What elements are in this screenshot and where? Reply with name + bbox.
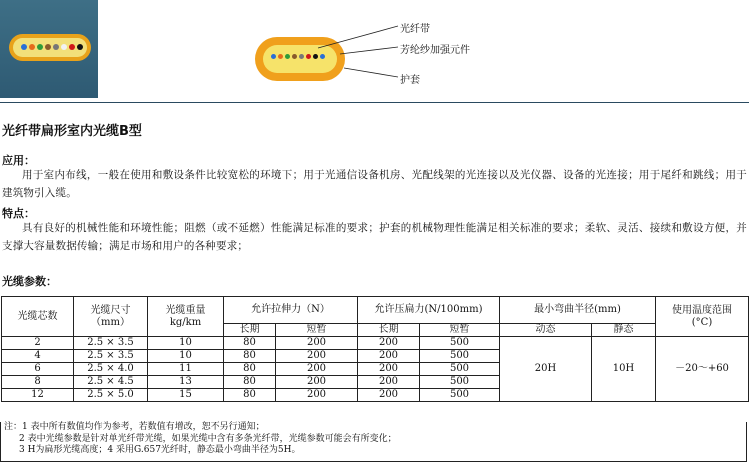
cell-tension-long: 80 <box>224 376 276 389</box>
cell-crush-long: 200 <box>358 376 420 389</box>
header-tension: 允许拉伸力（N） <box>224 297 358 324</box>
cell-weight: 11 <box>148 363 224 376</box>
note-line: 2 表中光缆参数是针对单光纤带光缆，如果光缆中含有多条光纤带，光缆参数可能会有所变化； <box>19 433 397 444</box>
cell-count: 12 <box>2 389 74 402</box>
header-weight-line2: kg/km <box>169 316 202 328</box>
features-heading: 特点： <box>2 207 35 220</box>
cell-tension-short: 200 <box>276 389 358 402</box>
cell-count: 6 <box>2 363 74 376</box>
cell-temp-range: －20～+60 <box>656 337 749 402</box>
cell-crush-long: 200 <box>358 363 420 376</box>
page-title: 光纤带扁形室内光缆B型 <box>2 124 142 139</box>
cell-tension-short: 200 <box>276 363 358 376</box>
features-text: 具有良好的机械性能和环境性能；阻燃（或不延燃）性能满足标准的要求；护套的机械物理性能满足相关标准的要求；柔软、灵活、接续和敷设方便，并支撑大容量数据传输；满足市场和用户的各种要求； <box>2 222 747 252</box>
label-ribbon: 光纤带 <box>400 24 430 35</box>
cell-bend-dynamic: 20H <box>500 337 592 402</box>
cell-bend-static: 10H <box>592 337 656 402</box>
cell-crush-short: 500 <box>420 350 500 363</box>
cell-weight: 13 <box>148 376 224 389</box>
label-sheath: 护套 <box>400 75 420 86</box>
cell-tension-short: 200 <box>276 376 358 389</box>
header-weight <box>148 297 224 337</box>
cell-size: 2.5 × 4.5 <box>74 376 148 389</box>
cell-crush-short: 500 <box>420 376 500 389</box>
cell-count: 2 <box>2 337 74 350</box>
cell-weight: 10 <box>148 337 224 350</box>
header-temp-line2: (°C) <box>691 316 713 328</box>
cell-tension-long: 80 <box>224 389 276 402</box>
cell-crush-long: 200 <box>358 337 420 350</box>
header-bend: 最小弯曲半径(mm) <box>500 297 656 324</box>
cell-size: 2.5 × 5.0 <box>74 389 148 402</box>
label-aramid: 芳纶纱加强元件 <box>400 45 470 56</box>
header-count: 光缆芯数 <box>2 297 74 337</box>
notes-box <box>0 422 747 462</box>
sub-crush-long: 长期 <box>358 324 420 337</box>
sub-bend-static: 静态 <box>592 324 656 337</box>
cell-tension-long: 80 <box>224 350 276 363</box>
note-line: 注：1 表中所有数值均作为参考，若数值有增改，恕不另行通知； <box>4 422 265 432</box>
table-row <box>2 337 749 350</box>
cell-weight: 10 <box>148 350 224 363</box>
sub-crush-short: 短暂 <box>420 324 500 337</box>
cell-crush-short: 500 <box>420 337 500 350</box>
cell-size: 2.5 × 4.0 <box>74 363 148 376</box>
cell-crush-long: 200 <box>358 389 420 402</box>
cell-count: 8 <box>2 376 74 389</box>
application-heading: 应用： <box>2 154 35 167</box>
sub-tension-long: 长期 <box>224 324 276 337</box>
sub-bend-dynamic: 动态 <box>500 324 592 337</box>
sub-tension-short: 短暂 <box>276 324 358 337</box>
cell-weight: 15 <box>148 389 224 402</box>
params-heading: 光缆参数： <box>2 275 57 288</box>
cell-size: 2.5 × 3.5 <box>74 337 148 350</box>
cell-tension-short: 200 <box>276 350 358 363</box>
cell-size: 2.5 × 3.5 <box>74 350 148 363</box>
header-size-line2: （mm） <box>91 316 130 328</box>
header-temp-line1: 使用温度范围 <box>672 304 733 316</box>
params-table <box>1 296 749 402</box>
cell-crush-short: 500 <box>420 389 500 402</box>
divider <box>0 102 749 103</box>
cell-tension-long: 80 <box>224 363 276 376</box>
header-size <box>74 297 148 337</box>
note-line: 3 H为扁形光缆高度；4 采用G.657光纤时，静态最小弯曲半径为5H。 <box>19 445 301 455</box>
cell-tension-long: 80 <box>224 337 276 350</box>
cell-crush-long: 200 <box>358 350 420 363</box>
callout-lines <box>0 0 749 100</box>
application-text: 用于室内布线，一般在使用和敷设条件比较宽松的环境下；用于光通信设备机房、光配线架的光连接以及光仪器、设备的光连接；用于尾纤和跳线；用于建筑物引入缆。 <box>2 169 747 199</box>
cell-tension-short: 200 <box>276 337 358 350</box>
header-crush: 允许压扁力(N/100mm) <box>358 297 500 324</box>
header-size-line1: 光缆尺寸 <box>90 304 131 316</box>
header-temp <box>656 297 749 337</box>
header-weight-line1: 光缆重量 <box>165 304 206 316</box>
cell-crush-short: 500 <box>420 363 500 376</box>
cell-count: 4 <box>2 350 74 363</box>
